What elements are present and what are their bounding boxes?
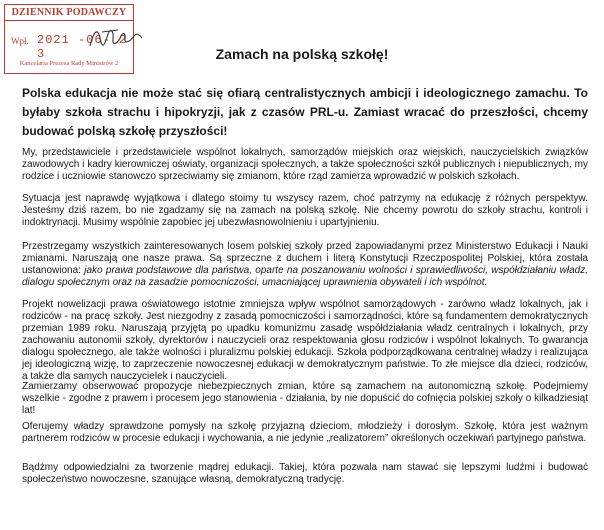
paragraph-4: Projekt nowelizacji prawa oświatowego istotnie zmniejsza wpływ wspólnot samorządowych - zarówno władz lokalnych, jak i rodziców - na pracę szkoły. Jest niezgodny z zasadą pomocniczości i samorządności, które są fundamentem demokratycznych przemian 1989 roku. Naruszają przyjętą po upadku komunizmu zasadę współdziałania władz centralnych i lokalnych, przy zachowaniu autonomii szkoły, dyrektorów i nauczycieli oraz respektowania głosu rodziców i wspólnot lokalnych. To gwarancja dialogu społecznego, ale także wolności i pluralizmu polskiej edukacji. Szkoła podporządkowana centralnej władzy i realizująca jej ideologiczną wizję, to zaprzeczenie nowoczesnej edukacji w demokratycznym państwie. To złe miejsce dla dzieci, rodziców, a także dla samych nauczycielek i nauczycieli. [22,299,588,382]
paragraph-2: Sytuacja jest naprawdę wyjątkowa i dlatego stoimy tu wszyscy razem, choć patrzymy na edukację z różnych perspektyw. Jesteśmy dziś razem, bo nie zgadzamy się na zamach na polską szkołę. Nie chcemy powrotu do szkoły strachu, kontroli i indoktrynacji. Musimy wspólnie zapobiec jej ubezwłasnowolnieniu i upartyjnieniu. [22,193,588,228]
paragraph-3-quote: jako prawa podstawowe dla państwa, oparte na poszanowaniu wolności i sprawiedliwości, współdziałaniu władz, dialogu społecznym oraz na zasadzie pomocniczości, umacniającej uprawnienia obywateli i ich wspólnot. [22,265,588,288]
stamp-header: DZIENNIK PODAWCZY [5,7,133,21]
stamp-footer: Kancelaria Prezesa Rady Ministrów 2 [19,60,119,67]
lead-paragraph: Polska edukacja nie może stać się ofiarą centralistycznych ambicji i ideologicznego zamachu. To byłaby szkoła strachu i hipokryzji, jak z czasów PRL-u. Zamiast wracać do przeszłości, chcemy budować polską szkołę przyszłości! [22,86,588,138]
paragraph-1: My, przedstawiciele i przedstawiciele wspólnot lokalnych, samorządów miejskich oraz wiejskich, nauczycielskich związków zawodowych i kadry kierowniczej oświaty, organizacji społecznych, a także społeczności szkół publicznych i niepublicznych, my rodzice i uczniowie stanowczo sprzeciwiamy się zmianom, które rząd zamierza wprowadzić w polskich szkołach. [22,147,588,182]
document-title: Zamach na polską szkołę! [215,46,389,62]
paragraph-5: Zamierzamy obserwować propozycje niebezpiecznych zmian, które są zamachem na autonomiczną szkołę. Podejmiemy wszelkie - zgodne z prawem i procesem jego stanowienia - działania, by nie dopuścić do cofnięcia polskiej szkoły o kilkadziesiąt lat! [22,381,588,416]
paragraph-3-text: Przestrzegamy wszystkich zainteresowanych losem polskiej szkoły przed zapowiadanymi przez Ministerstwo Edukacji i Nauki zmianami. Naruszają one nasze prawa. Są sprzeczne z duchem i literą Konstytucji Rzeczpospolitej Polskiej, która została ustanowiona: [22,241,588,276]
paragraph-6: Oferujemy władzy sprawdzone pomysły na szkołę przyjazną dzieciom, młodzieży i dorosłym. Szkołę, która jest ważnym partnerem rodziców w procesie edukacji i wychowania, a nie jedynie „realizatorem” określonych oczekiwań partyjnego państwa. [22,421,588,444]
stamp-date: 2021 -06- 2 3 [37,33,128,61]
paragraph-7: Bądźmy odpowiedzialni za tworzenie mądrej edukacji. Takiej, która pozwala nam stawać się lepszymi ludźmi i budować społeczeństwo nowoczesne, szanujące własną, demokratyczną tradycję. [22,462,588,485]
stamp-prefix: Wpł. [11,36,29,46]
paragraph-3 [22,241,588,289]
